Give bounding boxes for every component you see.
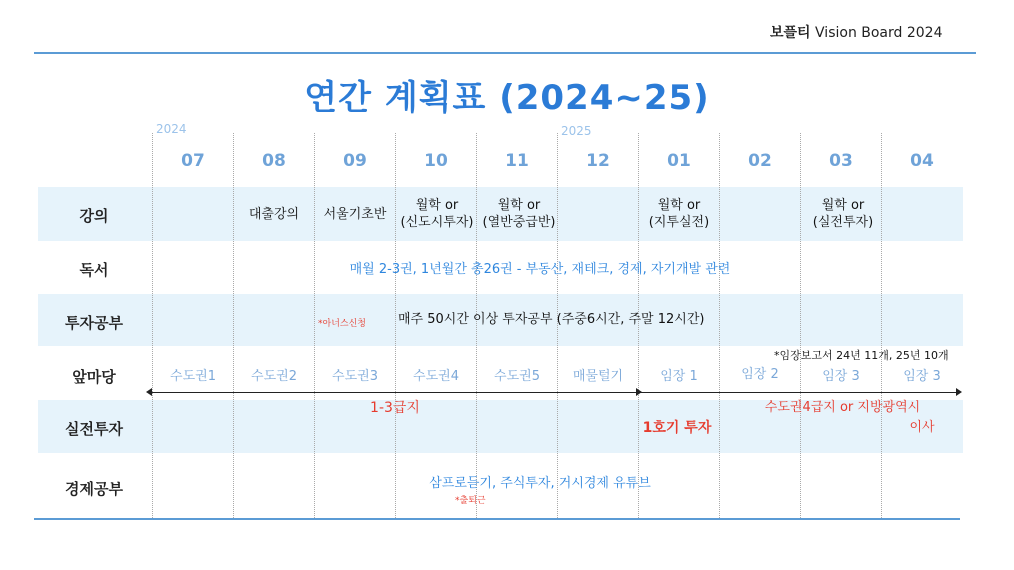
field-item: 임장 1 xyxy=(660,369,698,384)
month-header: 12 xyxy=(586,151,610,171)
page-title: 연간 계획표 (2024~25) xyxy=(304,78,710,118)
invest-range-1: 1-3급지 xyxy=(370,400,420,416)
lecture-cell-10-line1: 월학 or xyxy=(415,198,459,213)
column-divider xyxy=(152,133,153,518)
row-label-reading: 독서 xyxy=(79,261,109,279)
brand-subtitle: Vision Board 2024 xyxy=(815,25,943,41)
lecture-cell-03-line1: 월학 or xyxy=(821,198,865,213)
lecture-cell-01-line2: (지투실전) xyxy=(648,215,710,230)
column-divider xyxy=(314,133,315,518)
study-note: *아너스신청 xyxy=(318,319,366,329)
lecture-cell-03 xyxy=(798,197,888,231)
row-label-field: 앞마당 xyxy=(72,368,116,386)
lecture-cell-10-line2: (신도시투자) xyxy=(400,215,474,230)
economy-note: *출퇴근 xyxy=(455,496,486,506)
row-label-invest: 실전투자 xyxy=(65,420,123,438)
month-header: 09 xyxy=(343,151,367,171)
arrow-head-middle xyxy=(636,388,642,396)
study-plan-text: 매주 50시간 이상 투자공부 (주중6시간, 주말 12시간) xyxy=(398,312,705,327)
column-divider xyxy=(395,133,396,518)
arrow-head-left xyxy=(146,388,152,396)
field-note: *임장보고서 24년 11개, 25년 10개 xyxy=(774,349,949,362)
arrow-head-right xyxy=(956,388,962,396)
field-item: 임장 3 xyxy=(822,369,860,384)
month-header: 08 xyxy=(262,151,286,171)
top-divider xyxy=(34,52,976,54)
year-label-next: 2025 xyxy=(561,124,592,138)
lecture-cell-10 xyxy=(392,197,482,231)
invest-first-property: 1호기 투자 xyxy=(642,420,712,436)
month-header: 11 xyxy=(505,151,529,171)
lecture-cell-11-line2: (열반중급반) xyxy=(482,215,556,230)
month-header: 07 xyxy=(181,151,205,171)
brand-name: 보플티 xyxy=(770,25,811,41)
lecture-cell-11-line1: 월학 or xyxy=(497,198,541,213)
timeline-arrow xyxy=(150,392,960,393)
lecture-cell-09: 서울기초반 xyxy=(323,207,387,222)
month-header: 04 xyxy=(910,151,934,171)
field-item: 수도권3 xyxy=(332,369,378,384)
brand-header xyxy=(770,22,943,42)
column-divider xyxy=(719,133,720,518)
lecture-cell-03-line2: (실전투자) xyxy=(812,215,874,230)
field-item: 수도권5 xyxy=(494,369,540,384)
reading-plan-text: 매월 2-3권, 1년월간 총26권 - 부동산, 재테크, 경제, 자기개발 관련 xyxy=(349,262,731,277)
field-item: 임장 2 xyxy=(741,367,779,382)
lecture-cell-01 xyxy=(634,197,724,231)
row-label-economy: 경제공부 xyxy=(65,480,123,498)
field-item: 수도권2 xyxy=(251,369,297,384)
field-item: 수도권1 xyxy=(170,369,216,384)
column-divider xyxy=(881,133,882,518)
column-divider xyxy=(800,133,801,518)
field-item: 수도권4 xyxy=(413,369,459,384)
lecture-cell-08: 대출강의 xyxy=(248,207,300,222)
lecture-cell-11 xyxy=(474,197,564,231)
lecture-cell-01-line1: 월학 or xyxy=(657,198,701,213)
row-label-study: 투자공부 xyxy=(65,314,123,332)
month-header: 01 xyxy=(667,151,691,171)
year-label-start: 2024 xyxy=(156,122,187,136)
row-label-lecture: 강의 xyxy=(79,207,109,225)
month-header: 02 xyxy=(748,151,772,171)
invest-range-2: 수도권4급지 or 지방광역시 xyxy=(764,400,921,415)
economy-plan-text: 삼프로듣기, 주식투자, 거시경제 유튜브 xyxy=(429,476,651,491)
field-item: 매물털기 xyxy=(572,369,624,384)
bottom-divider xyxy=(34,518,960,520)
column-divider xyxy=(233,133,234,518)
field-item: 임장 3 xyxy=(903,369,941,384)
invest-move: 이사 xyxy=(909,420,935,435)
month-header: 03 xyxy=(829,151,853,171)
month-header: 10 xyxy=(424,151,448,171)
